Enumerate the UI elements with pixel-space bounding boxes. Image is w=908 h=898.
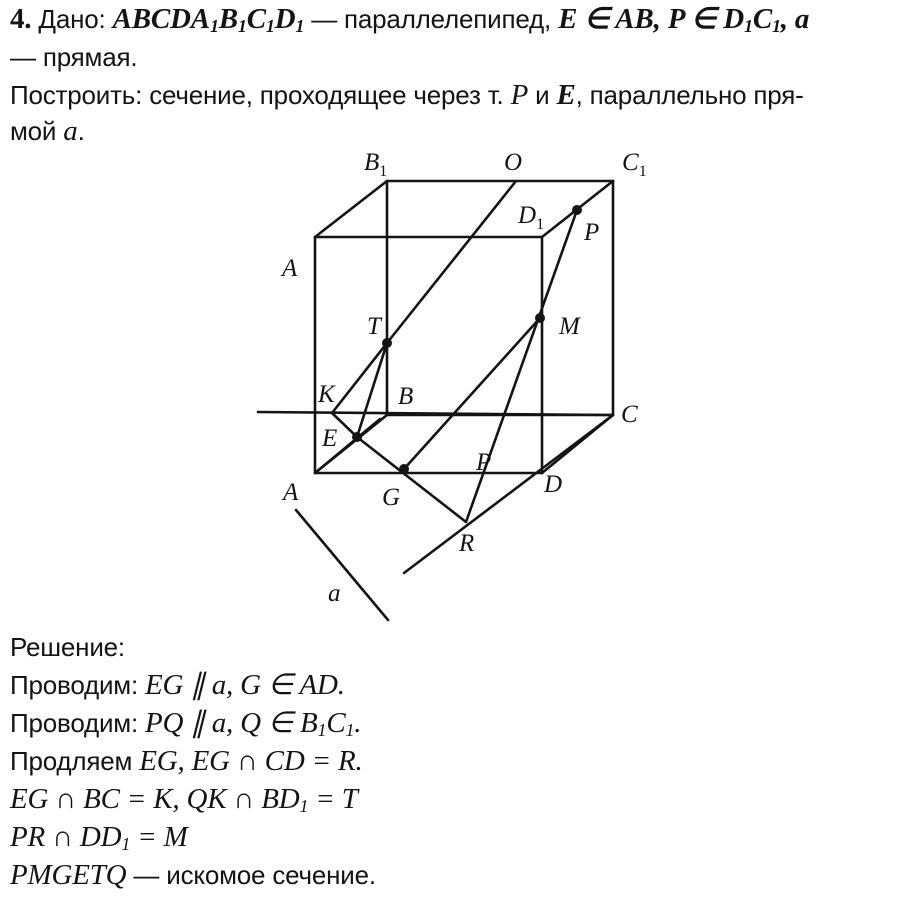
point-t [382, 338, 392, 348]
label-g: G [382, 484, 401, 511]
label-a-line: a [328, 580, 341, 607]
label-k: K [318, 381, 335, 408]
solution-heading: Решение: [10, 632, 125, 662]
line-te [357, 343, 387, 437]
label-e: E [322, 425, 338, 452]
given-line-2: — прямая. [10, 42, 138, 72]
construct-label: Построить: [10, 80, 143, 110]
line-a [296, 510, 388, 620]
given-solid-type: — параллелепипед, [304, 4, 559, 34]
point-g [399, 464, 409, 474]
label-p-top: P [584, 219, 600, 246]
label-d1: $D_1$ [518, 202, 545, 233]
label-o: O [504, 149, 523, 176]
label-p-mid: P [476, 449, 492, 476]
line-mg [404, 318, 540, 469]
given-p-condition: P ∈ $D_1C_1$, a [660, 3, 810, 36]
label-a-top: A [282, 255, 298, 282]
construct-line2-a: a [63, 115, 78, 147]
label-b1: $B_1$ [364, 149, 388, 180]
problem-number: 4. [10, 3, 32, 35]
point-m [535, 313, 545, 323]
line-r-extended [404, 415, 613, 573]
edge-a1-b1 [315, 181, 387, 237]
point-p [572, 205, 582, 215]
label-t: T [367, 313, 381, 340]
solution-step-4: EG ∩ BC = K, QK ∩ $BD_1 = T$ [10, 783, 358, 816]
point-e [352, 432, 362, 442]
label-b: B [398, 383, 414, 410]
construct-point-e: E [556, 79, 576, 111]
solution-step-5: PR ∩ $DD_1 = M$ [10, 821, 188, 854]
given-solid-name: $ABCDA_1B_1C_1D_1$ [112, 3, 305, 36]
label-m: M [559, 313, 580, 340]
label-d: D [544, 471, 563, 498]
construct-and: и [528, 80, 557, 110]
label-c: C [621, 401, 638, 428]
construct-point-p: P [510, 79, 529, 111]
given-e-condition: E ∈ AB, [558, 3, 661, 35]
given-label: Дано: [38, 4, 106, 34]
solution-step-1: Проводим: EG ∥ a, G ∈ AD. [10, 669, 345, 701]
solution-step-6: PMGETQ — искомое сечение. [10, 859, 376, 891]
label-r: R [459, 530, 475, 557]
line-er [357, 437, 466, 522]
line-kc [258, 412, 613, 415]
solution-step-3: Продляем EG, EG ∩ CD = R. [10, 745, 363, 777]
construct-line2-dot: . [77, 116, 85, 146]
label-c1: $C_1$ [622, 149, 647, 180]
construct-text-2: , параллельно пря- [575, 80, 804, 110]
construct-text-1: сечение, проходящее через т. [142, 80, 511, 110]
line-qt [387, 181, 516, 343]
solution-step-2: Проводим: PQ ∥ a, Q ∈ $B_1C_1$. [10, 707, 362, 740]
construct-line2-text: мой [10, 116, 64, 146]
line-kt [332, 343, 387, 413]
label-a-bottom: A [283, 479, 299, 506]
